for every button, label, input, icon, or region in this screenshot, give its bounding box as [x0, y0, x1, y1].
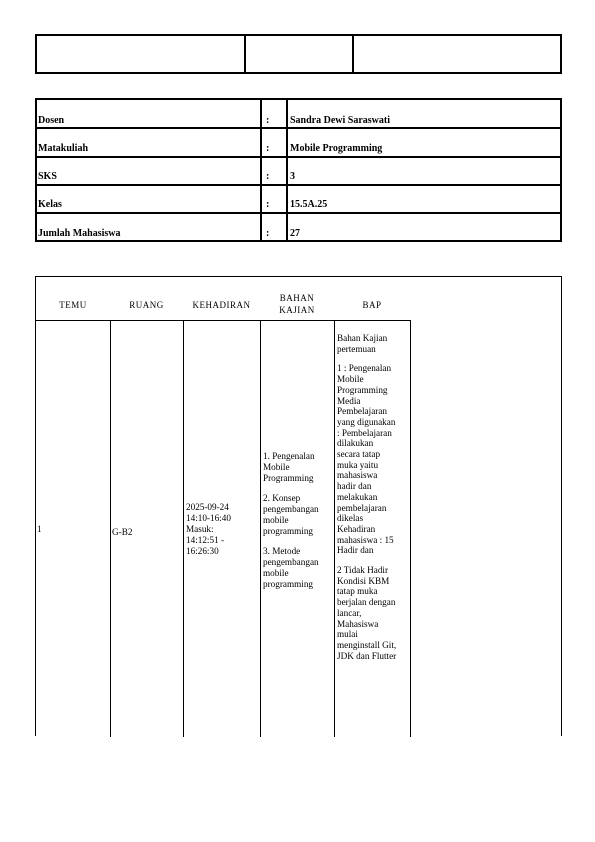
header-kajian-line: KAJIAN: [279, 305, 315, 315]
col-divider: [260, 320, 261, 737]
bap-line: Kehadiran: [337, 523, 376, 534]
cell-bap: [337, 333, 396, 661]
header-divider: [352, 36, 354, 72]
bap-line: lancar,: [337, 607, 362, 618]
bap-line: JDK dan Flutter: [337, 650, 397, 661]
info-value: 3: [290, 171, 295, 182]
col-divider: [286, 100, 288, 240]
bap-line: dilakukan: [337, 438, 374, 449]
bahan-line: pengembangan: [263, 504, 319, 514]
header-bahan-kajian: [260, 292, 334, 316]
bap-paragraph-3: [337, 565, 396, 661]
bap-line: Programming: [337, 384, 388, 395]
header-ruang: RUANG: [129, 300, 164, 310]
cell-ruang: G-B2: [112, 527, 133, 537]
bap-line: menginstall Git,: [337, 639, 397, 650]
bap-line: tatap muka: [337, 586, 378, 597]
bahan-line: mobile: [263, 568, 289, 578]
row-divider: [37, 156, 560, 158]
info-value: 15.5A.25: [290, 199, 328, 210]
bap-line: pembelajaran: [337, 502, 387, 513]
bap-line: melakukan: [337, 491, 378, 502]
bap-paragraph-1: [337, 333, 396, 354]
info-colon: :: [266, 171, 270, 182]
bap-line: secara tatap: [337, 449, 381, 460]
bahan-line: Mobile: [263, 462, 290, 472]
course-info-table: [35, 98, 562, 242]
bahan-item-2: [263, 493, 319, 537]
header-divider: [36, 320, 411, 321]
row-divider: [37, 212, 560, 214]
col-divider: [410, 320, 411, 737]
bahan-line: programming: [263, 526, 314, 536]
header-temu: TEMU: [59, 300, 87, 310]
kehadiran-line: 16:26:30: [186, 546, 219, 556]
cell-temu: 1: [37, 524, 42, 534]
row-divider: [37, 127, 560, 129]
info-colon: :: [266, 115, 270, 126]
bap-line: Mahasiswa: [337, 618, 379, 629]
cell-bahan-kajian: [263, 451, 319, 590]
bap-line: Kondisi KBM: [337, 575, 390, 586]
header-bahan-line: BAHAN: [279, 293, 315, 303]
col-divider: [260, 100, 262, 240]
bap-line: Pembelajaran: [337, 406, 387, 417]
bap-line: pertemuan: [337, 343, 376, 354]
bap-line: 1 : Pengenalan: [337, 363, 392, 374]
info-colon: :: [266, 143, 270, 154]
info-colon: :: [266, 199, 270, 210]
col-divider: [183, 320, 184, 737]
header-bap: BAP: [362, 300, 382, 310]
kehadiran-line: 2025-09-24: [186, 502, 229, 512]
bap-line: : Pembelajaran: [337, 427, 392, 438]
kehadiran-line: 14:12:51 -: [186, 535, 225, 545]
bahan-item-1: [263, 451, 319, 484]
bap-line: mahasiswa : 15: [337, 534, 394, 545]
info-label: Jumlah Mahasiswa: [38, 228, 121, 239]
bahan-line: pengembangan: [263, 557, 319, 567]
info-label: Matakuliah: [38, 143, 89, 154]
info-value: Mobile Programming: [290, 143, 383, 154]
bap-line: mahasiswa: [337, 470, 378, 481]
bahan-line: 3. Metode: [263, 546, 301, 556]
col-divider: [110, 320, 111, 737]
bap-line: 2 Tidak Hadir: [337, 565, 389, 576]
bahan-line: 1. Pengenalan: [263, 451, 315, 461]
bap-line: muka yaitu: [337, 459, 379, 470]
row-divider: [37, 184, 560, 186]
bahan-item-3: [263, 546, 319, 590]
bap-line: Hadir dan: [337, 545, 374, 556]
bap-line: dikelas: [337, 513, 364, 524]
info-label: Dosen: [38, 115, 65, 126]
bap-line: berjalan dengan: [337, 597, 396, 608]
kehadiran-line: Masuk:: [186, 524, 214, 534]
info-value: 27: [290, 228, 300, 239]
col-divider: [334, 320, 335, 737]
bap-line: Media: [337, 395, 361, 406]
info-label: SKS: [38, 171, 57, 182]
bap-line: mulai: [337, 629, 358, 640]
cell-kehadiran: [186, 502, 231, 557]
bahan-line: programming: [263, 579, 314, 589]
bap-line: Bahan Kajian: [337, 333, 388, 343]
bap-line: yang digunakan: [337, 416, 396, 427]
info-label: Kelas: [38, 199, 62, 210]
header-divider: [244, 36, 246, 72]
header-table: [35, 34, 562, 74]
schedule-table: [35, 276, 562, 736]
bap-paragraph-2: [337, 363, 396, 556]
bahan-line: mobile: [263, 515, 289, 525]
bap-line: hadir dan: [337, 481, 372, 492]
bahan-line: Programming: [263, 473, 314, 483]
info-value: Sandra Dewi Saraswati: [290, 115, 391, 126]
bahan-line: 2. Konsep: [263, 493, 301, 503]
kehadiran-line: 14:10-16:40: [186, 513, 231, 523]
info-colon: :: [266, 228, 270, 239]
bap-line: Mobile: [337, 374, 364, 385]
header-kehadiran: KEHADIRAN: [192, 300, 251, 310]
